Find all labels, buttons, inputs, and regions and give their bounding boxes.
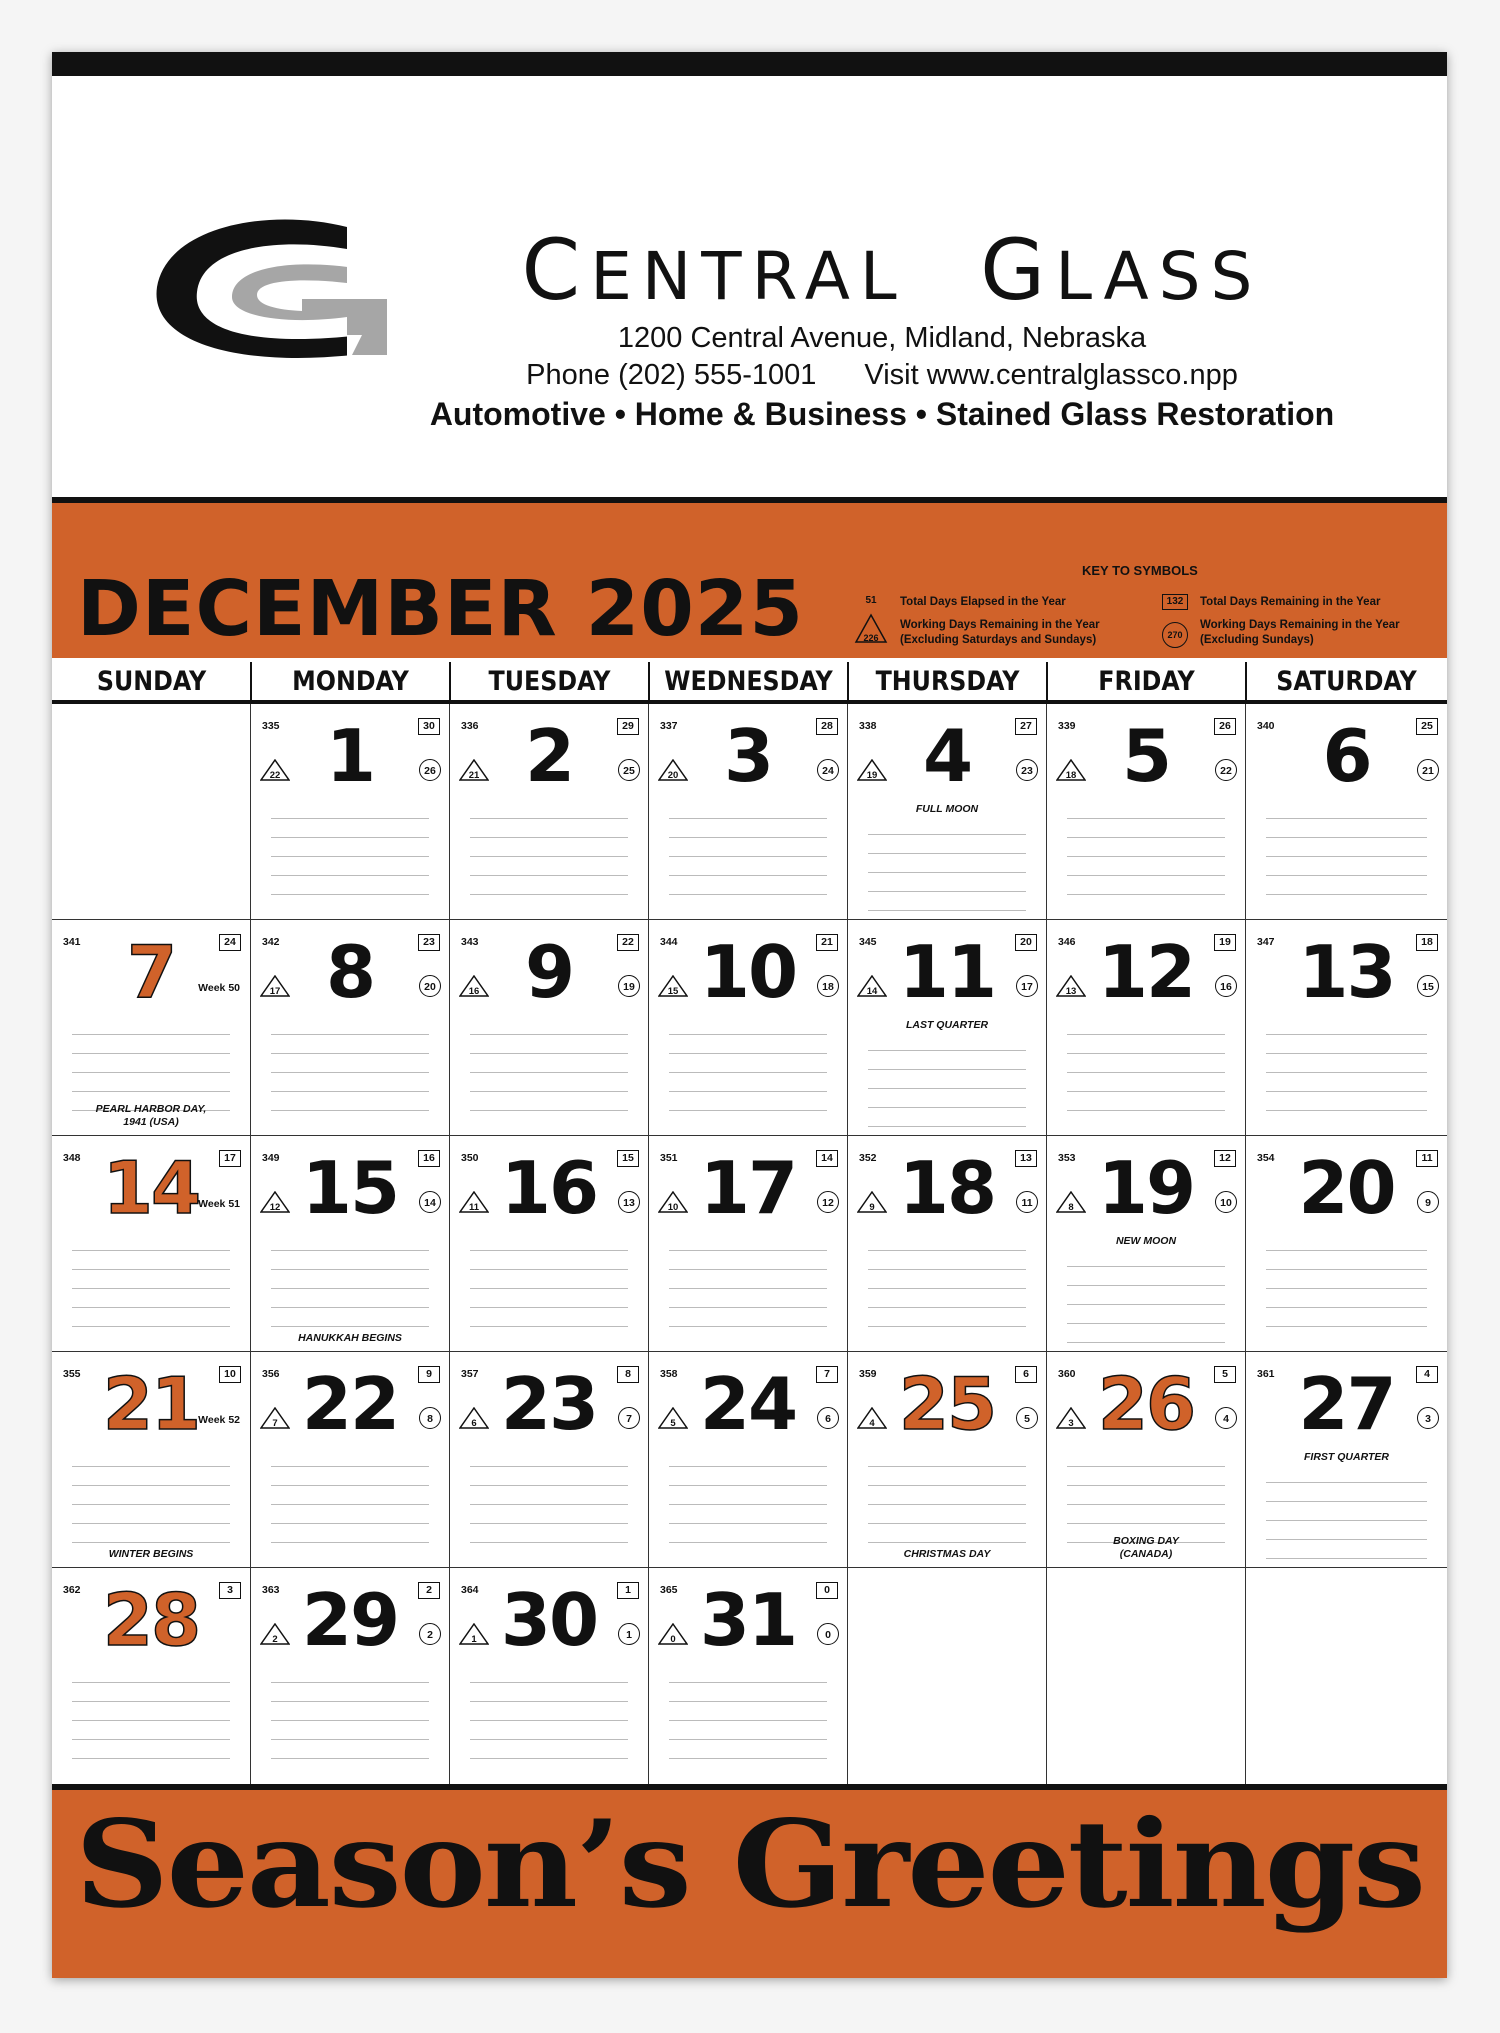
- day-cell[interactable]: [1246, 1136, 1447, 1352]
- days-remaining-box: 29: [617, 718, 639, 735]
- triangle-icon: [1056, 975, 1086, 997]
- working-days-weekday: 20: [667, 770, 679, 781]
- day-of-year: 343: [461, 936, 479, 948]
- key-working-wkday-line1: Working Days Remaining in the Year: [900, 619, 1100, 631]
- working-days-no-sunday: 3: [1417, 1407, 1439, 1429]
- empty-cell: [52, 704, 251, 920]
- date-number: 14: [102, 1146, 200, 1230]
- weekday-thursday: THURSDAY: [875, 666, 1020, 697]
- day-of-year: 365: [660, 1584, 678, 1596]
- empty-cell: [1246, 1568, 1447, 1784]
- key-working-wkday-label: [900, 618, 1100, 648]
- day-of-year: 360: [1058, 1368, 1076, 1380]
- working-days-no-sunday: 11: [1016, 1191, 1038, 1213]
- working-days-no-sunday: 7: [618, 1407, 640, 1429]
- header-divider: [1046, 662, 1048, 702]
- day-cell[interactable]: [52, 920, 251, 1136]
- day-of-year: 359: [859, 1368, 877, 1380]
- working-days-weekday: 4: [869, 1418, 875, 1429]
- working-days-no-sunday: 15: [1417, 975, 1439, 997]
- triangle-icon: [260, 759, 290, 781]
- days-remaining-box: 16: [418, 1150, 440, 1167]
- day-cell[interactable]: [1246, 1352, 1447, 1568]
- day-of-year: 340: [1257, 720, 1275, 732]
- day-of-year: 358: [660, 1368, 678, 1380]
- days-remaining-box: 18: [1416, 934, 1438, 951]
- day-of-year: 346: [1058, 936, 1076, 948]
- note-lines: [868, 816, 1026, 906]
- triangle-icon: [459, 975, 489, 997]
- working-days-no-sunday: 10: [1215, 1191, 1237, 1213]
- day-cell[interactable]: [450, 704, 649, 920]
- note-lines: [271, 800, 429, 890]
- triangle-icon: [857, 1191, 887, 1213]
- days-remaining-box: 9: [418, 1366, 440, 1383]
- working-days-weekday: 1: [471, 1634, 477, 1645]
- company-contact: [352, 359, 1412, 392]
- day-cell[interactable]: [450, 1568, 649, 1784]
- top-bar: [52, 52, 1447, 76]
- note-lines: [868, 1232, 1026, 1322]
- date-number: 7: [126, 930, 176, 1014]
- date-number: 27: [1298, 1362, 1395, 1446]
- working-days-no-sunday: 14: [419, 1191, 441, 1213]
- company-name-lass: LASS: [1055, 238, 1263, 315]
- date-number: 8: [325, 930, 375, 1014]
- note-lines: [470, 1664, 628, 1754]
- working-days-weekday: 10: [667, 1202, 679, 1213]
- day-cell[interactable]: [649, 704, 848, 920]
- day-of-year: 337: [660, 720, 678, 732]
- empty-cell: [1047, 1568, 1246, 1784]
- company-name-entral: ENTRAL: [590, 238, 907, 315]
- days-remaining-box: 30: [418, 718, 440, 735]
- working-days-weekday: 2: [272, 1634, 278, 1645]
- triangle-icon: [658, 1407, 688, 1429]
- note-lines: [1266, 1464, 1427, 1554]
- seasons-greeting: Season’s Greetings: [75, 1794, 1424, 1935]
- days-remaining-box: 10: [219, 1366, 241, 1383]
- date-number: 15: [301, 1146, 399, 1230]
- weekday-friday: FRIDAY: [1098, 666, 1195, 697]
- triangle-icon: [260, 1191, 290, 1213]
- day-of-year: 339: [1058, 720, 1076, 732]
- header-divider: [648, 662, 650, 702]
- day-of-year: 356: [262, 1368, 280, 1380]
- day-cell[interactable]: [848, 920, 1047, 1136]
- day-of-year: 344: [660, 936, 678, 948]
- date-number: 21: [102, 1362, 200, 1446]
- working-days-weekday: 22: [269, 770, 281, 781]
- triangle-icon: [857, 975, 887, 997]
- day-of-year: 336: [461, 720, 479, 732]
- day-cell[interactable]: [649, 1352, 848, 1568]
- day-of-year: 355: [63, 1368, 81, 1380]
- date-number: 12: [1097, 930, 1195, 1014]
- company-services: Automotive • Home & Business • Stained Glass Restoration: [429, 396, 1335, 432]
- day-cell[interactable]: [251, 1568, 450, 1784]
- note-lines: [271, 1448, 429, 1538]
- day-of-year: 361: [1257, 1368, 1275, 1380]
- days-remaining-box: 13: [1015, 1150, 1037, 1167]
- date-number: 6: [1322, 714, 1371, 798]
- days-remaining-box: 4: [1416, 1366, 1438, 1383]
- date-number: 11: [898, 930, 996, 1014]
- day-cell[interactable]: [52, 1136, 251, 1352]
- triangle-icon: [459, 1623, 489, 1645]
- day-cell[interactable]: [1047, 1352, 1246, 1568]
- working-days-weekday: 6: [471, 1418, 477, 1429]
- working-days-no-sunday: 9: [1417, 1191, 1439, 1213]
- day-of-year: 353: [1058, 1152, 1076, 1164]
- date-number: 4: [922, 714, 972, 798]
- note-lines: [72, 1664, 230, 1754]
- day-of-year: 347: [1257, 936, 1275, 948]
- note-lines: [1067, 1448, 1225, 1538]
- key-working-nosun-line2: (Excluding Sundays): [1200, 634, 1314, 646]
- note-lines: [669, 1664, 827, 1754]
- day-of-year: 335: [262, 720, 280, 732]
- day-cell[interactable]: [1246, 920, 1447, 1136]
- day-of-year: 352: [859, 1152, 877, 1164]
- date-number: 19: [1097, 1146, 1195, 1230]
- date-number: 10: [699, 930, 797, 1014]
- day-cell[interactable]: [1246, 704, 1447, 920]
- day-of-year: 357: [461, 1368, 479, 1380]
- note-lines: [669, 800, 827, 890]
- working-days-weekday: 14: [866, 986, 878, 997]
- day-of-year: 349: [262, 1152, 280, 1164]
- note-lines: [72, 1448, 230, 1538]
- days-remaining-box: 0: [816, 1582, 838, 1599]
- triangle-icon: [260, 1407, 290, 1429]
- date-number: 28: [102, 1578, 200, 1662]
- working-days-no-sunday: 1: [618, 1623, 640, 1645]
- week-number: Week 52: [198, 1414, 240, 1426]
- day-cell[interactable]: [848, 1136, 1047, 1352]
- date-number: 29: [301, 1578, 399, 1662]
- days-remaining-box: 2: [418, 1582, 440, 1599]
- note-lines: [72, 1016, 230, 1106]
- note-lines: [1067, 800, 1225, 890]
- note-lines: [470, 1448, 628, 1538]
- calendar-sheet: [52, 52, 1447, 1978]
- days-remaining-box: 27: [1015, 718, 1037, 735]
- days-remaining-box: 28: [816, 718, 838, 735]
- key-title: KEY TO SYMBOLS: [1082, 563, 1198, 578]
- days-remaining-box: 25: [1416, 718, 1438, 735]
- header-divider: [250, 662, 252, 702]
- company-logo: [147, 207, 387, 367]
- note-lines: [1266, 800, 1427, 890]
- date-number: 18: [898, 1146, 996, 1230]
- note-lines: [271, 1232, 429, 1322]
- note-lines: [470, 1016, 628, 1106]
- note-lines: [1067, 1248, 1225, 1338]
- day-note: CHRISTMAS DAY: [903, 1548, 991, 1560]
- date-number: 23: [500, 1362, 598, 1446]
- note-lines: [470, 1232, 628, 1322]
- triangle-icon: [1056, 1191, 1086, 1213]
- note-lines: [1067, 1016, 1225, 1106]
- day-cell[interactable]: [52, 1568, 251, 1784]
- weekday-header: [52, 658, 1447, 702]
- triangle-icon: [658, 975, 688, 997]
- date-number: 3: [723, 714, 773, 798]
- week-number: Week 51: [198, 1198, 240, 1210]
- day-of-year: 348: [63, 1152, 81, 1164]
- note-lines: [271, 1664, 429, 1754]
- weekday-monday: MONDAY: [292, 666, 409, 697]
- days-remaining-box: 21: [816, 934, 838, 951]
- day-of-year: 341: [63, 936, 81, 948]
- note-lines: [1266, 1232, 1427, 1322]
- key-remaining-label: Total Days Remaining in the Year: [1200, 596, 1381, 608]
- moon-phase: FIRST QUARTER: [1304, 1451, 1389, 1463]
- working-days-no-sunday: 0: [817, 1623, 839, 1645]
- working-days-no-sunday: 18: [817, 975, 839, 997]
- days-remaining-box: 17: [219, 1150, 241, 1167]
- working-days-weekday: 17: [269, 986, 281, 997]
- weekday-wednesday: WEDNESDAY: [664, 666, 833, 697]
- working-days-weekday: 13: [1065, 986, 1077, 997]
- day-cell[interactable]: [848, 1352, 1047, 1568]
- key-working-wkday-line2: (Excluding Saturdays and Sundays): [900, 634, 1097, 646]
- day-note: BOXING DAY (CANADA): [1113, 1535, 1179, 1560]
- moon-phase: LAST QUARTER: [905, 1019, 989, 1031]
- date-number: 16: [500, 1146, 598, 1230]
- triangle-icon: [459, 759, 489, 781]
- triangle-icon: [260, 975, 290, 997]
- day-cell[interactable]: [450, 1352, 649, 1568]
- company-phone: Phone (202) 555-1001: [526, 359, 817, 391]
- working-days-weekday: 16: [468, 986, 480, 997]
- date-number: 17: [699, 1146, 797, 1230]
- day-of-year: 354: [1257, 1152, 1275, 1164]
- day-note: HANUKKAH BEGINS: [298, 1332, 402, 1344]
- days-remaining-box: 6: [1015, 1366, 1037, 1383]
- days-remaining-box: 7: [816, 1366, 838, 1383]
- date-number: 5: [1121, 714, 1171, 798]
- key-working-nosun-line1: Working Days Remaining in the Year: [1200, 619, 1400, 631]
- days-remaining-box: 1: [617, 1582, 639, 1599]
- date-number: 22: [301, 1362, 399, 1446]
- note-lines: [470, 800, 628, 890]
- triangle-icon: [1056, 759, 1086, 781]
- day-cell[interactable]: [450, 920, 649, 1136]
- moon-phase: FULL MOON: [915, 803, 979, 815]
- header-divider: [1245, 662, 1247, 702]
- company-name-c: C: [521, 221, 591, 319]
- working-days-weekday: 19: [866, 770, 878, 781]
- header-divider: [847, 662, 849, 702]
- day-cell[interactable]: [649, 1136, 848, 1352]
- triangle-icon: [857, 1407, 887, 1429]
- note-lines: [868, 1032, 1026, 1122]
- working-days-no-sunday: 23: [1016, 759, 1038, 781]
- days-remaining-box: 12: [1214, 1150, 1236, 1167]
- days-remaining-box: 22: [617, 934, 639, 951]
- triangle-icon: [260, 1623, 290, 1645]
- company-name-g: G: [980, 221, 1056, 319]
- day-of-year: 338: [859, 720, 877, 732]
- key-working-nosun-label: [1200, 618, 1400, 648]
- triangle-icon: [658, 1623, 688, 1645]
- days-remaining-box: 26: [1214, 718, 1236, 735]
- empty-cell: [848, 1568, 1047, 1784]
- days-remaining-box: 5: [1214, 1366, 1236, 1383]
- triangle-icon: [658, 759, 688, 781]
- company-address: 1200 Central Avenue, Midland, Nebraska: [617, 322, 1147, 354]
- company-name: [412, 221, 1372, 319]
- week-number: Week 50: [198, 982, 240, 994]
- day-cell[interactable]: [649, 920, 848, 1136]
- day-cell[interactable]: [52, 1352, 251, 1568]
- key-elapsed-label: Total Days Elapsed in the Year: [900, 596, 1066, 608]
- days-remaining-box: 3: [219, 1582, 241, 1599]
- date-number: 13: [1298, 930, 1395, 1014]
- days-remaining-box: 11: [1416, 1150, 1438, 1167]
- day-of-year: 363: [262, 1584, 280, 1596]
- working-days-weekday: 18: [1065, 770, 1077, 781]
- working-days-no-sunday: 12: [817, 1191, 839, 1213]
- working-days-weekday: 12: [269, 1202, 281, 1213]
- working-days-weekday: 8: [1068, 1202, 1074, 1213]
- key-remaining-sample: 132: [1162, 594, 1188, 610]
- note-lines: [868, 1448, 1026, 1538]
- date-number: 20: [1298, 1146, 1395, 1230]
- day-of-year: 350: [461, 1152, 479, 1164]
- date-number: 26: [1097, 1362, 1195, 1446]
- company-website: Visit www.centralglassco.npp: [864, 359, 1238, 391]
- day-of-year: 364: [461, 1584, 479, 1596]
- days-remaining-box: 23: [418, 934, 440, 951]
- day-cell[interactable]: [848, 704, 1047, 920]
- day-cell[interactable]: [1047, 704, 1246, 920]
- triangle-icon: [459, 1191, 489, 1213]
- date-number: 25: [898, 1362, 996, 1446]
- day-cell[interactable]: [1047, 1136, 1246, 1352]
- note-lines: [271, 1016, 429, 1106]
- working-days-no-sunday: 20: [419, 975, 441, 997]
- date-number: 24: [699, 1362, 797, 1446]
- triangle-icon: [459, 1407, 489, 1429]
- key-working-wkday-sample: 226: [863, 633, 879, 643]
- days-remaining-box: 8: [617, 1366, 639, 1383]
- note-lines: [72, 1232, 230, 1322]
- working-days-no-sunday: 21: [1417, 759, 1439, 781]
- working-days-no-sunday: 13: [618, 1191, 640, 1213]
- day-cell[interactable]: [251, 1352, 450, 1568]
- key-elapsed-sample: 51: [865, 595, 877, 606]
- triangle-icon: [857, 759, 887, 781]
- day-cell[interactable]: [1047, 920, 1246, 1136]
- working-days-no-sunday: 5: [1016, 1407, 1038, 1429]
- header-divider: [449, 662, 451, 702]
- moon-phase: NEW MOON: [1115, 1235, 1177, 1247]
- day-cell[interactable]: [251, 704, 450, 920]
- weekday-sunday: SUNDAY: [96, 666, 207, 697]
- working-days-no-sunday: 6: [817, 1407, 839, 1429]
- working-days-no-sunday: 19: [618, 975, 640, 997]
- working-days-weekday: 15: [667, 986, 679, 997]
- working-days-weekday: 3: [1068, 1418, 1074, 1429]
- day-cell[interactable]: [251, 920, 450, 1136]
- working-days-no-sunday: 22: [1215, 759, 1237, 781]
- day-cell[interactable]: [649, 1568, 848, 1784]
- days-remaining-box: 20: [1015, 934, 1037, 951]
- triangle-icon: [658, 1191, 688, 1213]
- day-cell[interactable]: [450, 1136, 649, 1352]
- day-of-year: 345: [859, 936, 877, 948]
- days-remaining-box: 24: [219, 934, 241, 951]
- day-of-year: 362: [63, 1584, 81, 1596]
- key-working-nosun-sample: 270: [1162, 622, 1188, 648]
- weekday-saturday: SATURDAY: [1276, 666, 1417, 697]
- day-note: PEARL HARBOR DAY, 1941 (USA): [95, 1103, 207, 1128]
- days-remaining-box: 14: [816, 1150, 838, 1167]
- note-lines: [669, 1016, 827, 1106]
- date-number: 30: [500, 1578, 598, 1662]
- month-title: DECEMBER 2025: [77, 565, 804, 654]
- day-cell[interactable]: [251, 1136, 450, 1352]
- days-remaining-box: 15: [617, 1150, 639, 1167]
- date-number: 1: [325, 714, 375, 798]
- working-days-no-sunday: 16: [1215, 975, 1237, 997]
- triangle-icon: [1056, 1407, 1086, 1429]
- working-days-no-sunday: 2: [419, 1623, 441, 1645]
- working-days-weekday: 7: [272, 1418, 278, 1429]
- day-of-year: 342: [262, 936, 280, 948]
- day-note: WINTER BEGINS: [108, 1548, 194, 1560]
- date-number: 2: [524, 714, 574, 798]
- working-days-no-sunday: 8: [419, 1407, 441, 1429]
- note-lines: [669, 1448, 827, 1538]
- days-remaining-box: 19: [1214, 934, 1236, 951]
- working-days-weekday: 11: [468, 1202, 480, 1213]
- working-days-no-sunday: 17: [1016, 975, 1038, 997]
- day-of-year: 351: [660, 1152, 678, 1164]
- working-days-no-sunday: 24: [817, 759, 839, 781]
- date-number: 9: [524, 930, 574, 1014]
- working-days-no-sunday: 26: [419, 759, 441, 781]
- calendar-grid: [52, 704, 1447, 1784]
- working-days-weekday: 9: [869, 1202, 875, 1213]
- weekday-tuesday: TUESDAY: [488, 666, 611, 697]
- date-number: 31: [699, 1578, 797, 1662]
- working-days-weekday: 0: [670, 1634, 676, 1645]
- working-days-weekday: 21: [468, 770, 480, 781]
- working-days-no-sunday: 4: [1215, 1407, 1237, 1429]
- note-lines: [1266, 1016, 1427, 1106]
- working-days-weekday: 5: [670, 1418, 676, 1429]
- working-days-no-sunday: 25: [618, 759, 640, 781]
- note-lines: [669, 1232, 827, 1322]
